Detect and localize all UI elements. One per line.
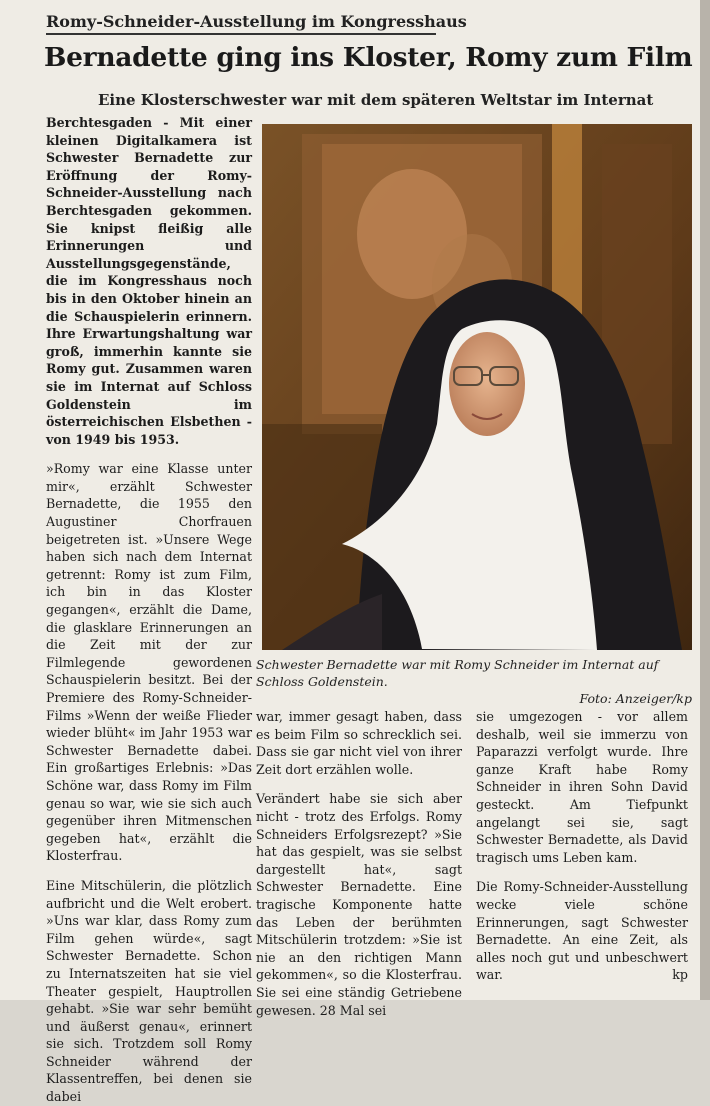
article-photo bbox=[262, 124, 692, 650]
photo-caption bbox=[256, 656, 692, 707]
nun-photo-illustration bbox=[262, 124, 692, 650]
article-paragraph: Eine Mitschülerin, die plötzlich aufbricht und die Welt erobert. »Uns war klar, dass Romy zum Film gehen würde«, sagt Schwester Bernadette. Schon zu Internatszeiten hat sie viel Theater gespielt, Hauptrollen gehabt. »Sie war sehr bemüht und äußerst genau«, erinnert sie sich. Trotzdem soll Romy Schneider während der Klassentreffen, bei denen sie dabei bbox=[46, 877, 252, 1105]
article-headline: Bernadette ging ins Kloster, Romy zum Film bbox=[44, 42, 693, 73]
article-column-2 bbox=[256, 708, 462, 1018]
article-kicker: Romy-Schneider-Ausstellung im Kongresshaus bbox=[46, 12, 436, 35]
article-paragraph: war, immer gesagt haben, dass es beim Film so schrecklich sei. Dass sie gar nicht viel von ihrer Zeit dort erzählen wolle. bbox=[256, 709, 462, 777]
author-signature: kp bbox=[672, 967, 688, 983]
article-paragraph: sie umgezogen - vor allem deshalb, weil sie immerzu von Paparazzi verfolgt wurde. Ihre ganze Kraft habe Romy Schneider in ihren Sohn David gesteckt. Am Tiefpunkt angelangt sei sie, sagt Schwester Bernadette, als David tragisch ums Leben kam. bbox=[476, 709, 688, 865]
article-lead-paragraph: Berchtesgaden - Mit einer kleinen Digitalkamera ist Schwester Bernadette zur Eröffnung der Romy-Schneider-Ausstellung nach Berchtesgaden gekommen. Sie knipst fleißig alle Erinnerungen und Ausstellungsgegenstände, die im Kongresshaus noch bis in den Oktober hinein an die Schauspielerin erinnern. Ihre Erwartungshaltung war groß, immerhin kannte sie Romy gut. Zusammen waren sie im Internat auf Schloss Goldenstein im österreichischen Elsbethen - von 1949 bis 1953. bbox=[46, 115, 252, 447]
photo-caption-text: Schwester Bernadette war mit Romy Schneider im Internat auf Schloss Goldenstein. bbox=[256, 657, 659, 689]
article-paragraph bbox=[476, 878, 688, 984]
photo-credit: Foto: Anzeiger/kp bbox=[579, 691, 692, 706]
article-paragraph: Verändert habe sie sich aber nicht - trotz des Erfolgs. Romy Schneiders Erfolgsrezept? »Sie hat das gespielt, was sie selbst dargestellt hat«, sagt Schwester Bernadette. Eine tragische Komponente hatte das Leben der berühmten Mitschülerin trotzdem: »Sie ist nie an den richtigen Mann gekommen«, so die Klosterfrau. Sie sei eine ständig Getriebene gewesen. 28 Mal sei bbox=[256, 791, 462, 1018]
article-paragraph-text: Die Romy-Schneider-Ausstellung wecke viele schöne Erinnerungen, sagt Schwester Bernadette. An eine Zeit, als alles noch gut und unbeschwert war. bbox=[476, 879, 688, 983]
article-column-1 bbox=[46, 114, 252, 1105]
page-edge bbox=[700, 0, 710, 1000]
article-paragraph: »Romy war eine Klasse unter mir«, erzählt Schwester Bernadette, die 1955 den Augustiner Chorfrauen beigetreten ist. »Unsere Wege haben sich nach dem Internat getrennt: Romy ist zum Film, ich bin in das Kloster gegangen«, erzählt die Dame, die glasklare Erinnerungen an die Zeit mit der zur Filmlegende gewordenen Schauspielerin besitzt. Bei der Premiere des Romy-Schneider-Films »Wenn der weiße Flieder wieder blüht« im Jahr 1953 war Schwester Bernadette dabei. Ein großartiges Erlebnis: »Das Schöne war, dass Romy im Film genau so war, wie sie sich auch gegenüber ihren Mitmenschen gegeben hat«, erzählt die Klosterfrau. bbox=[46, 461, 252, 864]
article-column-3 bbox=[476, 708, 688, 994]
article-subheadline: Eine Klosterschwester war mit dem späteren Weltstar im Internat bbox=[98, 91, 654, 109]
